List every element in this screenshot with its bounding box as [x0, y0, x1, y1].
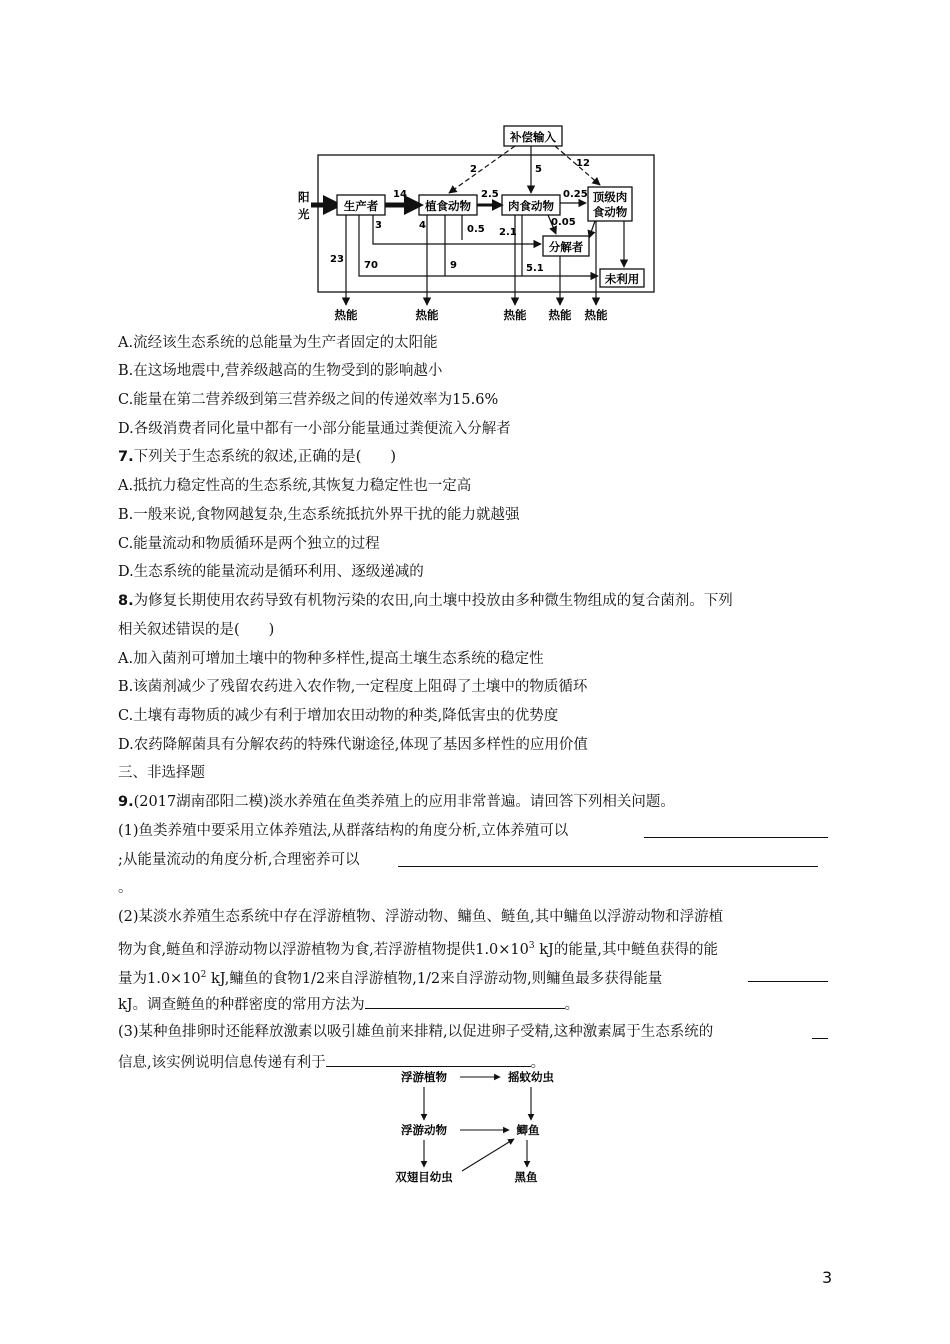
q6-option-b: B.在这场地震中,营养级越高的生物受到的影响越小 [118, 363, 443, 379]
heat-label-2: 热能 [415, 308, 439, 322]
unused-label: 未利用 [604, 272, 640, 286]
q8-option-a: A.加入菌剂可增加土壤中的物种多样性,提高土壤生态系统的稳定性 [118, 651, 544, 667]
q8-number: 8. [118, 593, 134, 609]
q7-option-d: D.生态系统的能量流动是循环利用、逐级递减的 [118, 564, 424, 580]
compensation-label: 补偿输入 [510, 130, 556, 144]
q9-part2-line4-a: kJ。调查鲢鱼的种群密度的常用方法为 [118, 997, 365, 1013]
q7-stem-text: 下列关于生态系统的叙述,正确的是( ) [133, 449, 397, 465]
zooplankton-label: 浮游动物 [401, 1123, 447, 1137]
num-23: 23 [330, 254, 344, 265]
q8-stem-line1 [118, 591, 733, 611]
diptera-larvae-label: 双翅目幼虫 [395, 1170, 453, 1184]
q7-stem [118, 447, 396, 467]
num-12: 12 [576, 158, 590, 169]
q9-part3-line2-a: 信息,该实例说明信息传递有利于 [118, 1055, 326, 1071]
q6-option-d: D.各级消费者同化量中都有一小部分能量通过粪便流入分解者 [118, 421, 511, 437]
num-0-5: 0.5 [467, 224, 485, 235]
phytoplankton-label: 浮游植物 [401, 1070, 447, 1084]
q9-part2-line2-a: 物为食,鲢鱼和浮游动物以浮游植物为食,若浮游植物提供1.0×10 [118, 941, 529, 958]
chironomid-larvae-label: 摇蚊幼虫 [508, 1070, 554, 1084]
top-carnivore-label-2: 食动物 [592, 205, 628, 219]
num-9: 9 [450, 260, 457, 271]
heat-label-4: 热能 [548, 308, 572, 322]
q9-part2-line2 [118, 936, 718, 960]
q7-option-c: C.能量流动和物质循环是两个独立的过程 [118, 536, 380, 552]
q8-option-d: D.农药降解菌具有分解农药的特殊代谢途径,体现了基因多样性的应用价值 [118, 737, 588, 753]
q7-number: 7. [118, 449, 134, 465]
num-2: 2 [470, 164, 477, 175]
q6-option-c: C.能量在第二营养级到第三营养级之间的传递效率为15.6% [118, 392, 499, 408]
snakehead-label: 黑鱼 [514, 1170, 538, 1184]
producer-label: 生产者 [343, 199, 379, 213]
q9-part2-line1: (2)某淡水养殖生态系统中存在浮游植物、浮游动物、鳙鱼、鲢鱼,其中鳙鱼以浮游动物和浮游植 [118, 909, 724, 925]
section-heading: 三、非选择题 [118, 765, 205, 781]
q9-part2-line4-b: 。 [564, 997, 580, 1013]
q9-part1-line2: ;从能量流动的角度分析,合理密养可以 [118, 852, 360, 868]
sunlight-label-2: 光 [298, 207, 310, 221]
num-70: 70 [364, 260, 378, 271]
herbivore-label: 植食动物 [425, 199, 471, 213]
q8-stem-text-1: 为修复长期使用农药导致有机物污染的农田,向土壤中投放由多种微生物组成的复合菌剂。下列 [133, 593, 733, 609]
num-0-05: 0.05 [551, 217, 576, 228]
q6-option-a: A.流经该生态系统的总能量为生产者固定的太阳能 [118, 335, 438, 351]
crucian-carp-label: 鲫鱼 [516, 1123, 540, 1137]
num-2-1: 2.1 [499, 227, 517, 238]
q9-part1-line1: (1)鱼类养殖中要采用立体养殖法,从群落结构的角度分析,立体养殖可以 [118, 823, 569, 839]
q9-blank-1[interactable] [644, 836, 828, 838]
q7-option-a: A.抵抗力稳定性高的生态系统,其恢复力稳定性也一定高 [118, 478, 472, 494]
q9-part2-line3-a: 量为1.0×10 [118, 970, 201, 987]
q8-stem-line2: 相关叙述错误的是( ) [118, 622, 275, 638]
food-web-diagram [0, 1065, 950, 1205]
q9-part3-line2-b: 。 [530, 1055, 546, 1071]
q9-part3-line1: (3)某种鱼排卵时还能释放激素以吸引雄鱼前来排精,以促进卵子受精,这种激素属于生态系统的 [118, 1024, 714, 1040]
sunlight-label-1: 阳 [298, 190, 310, 204]
num-5: 5 [535, 164, 542, 175]
carnivore-label: 肉食动物 [508, 199, 554, 213]
decomposer-label: 分解者 [548, 240, 584, 254]
num-14: 14 [393, 189, 407, 200]
q9-part2-line3-b: kJ,鳙鱼的食物1/2来自浮游植物,1/2来自浮游动物,则鳙鱼最多获得能量 [206, 970, 663, 987]
num-2-5: 2.5 [481, 189, 499, 200]
q9-blank-5[interactable] [812, 1037, 828, 1039]
q7-option-b: B.一般来说,食物网越复杂,生态系统抵抗外界干扰的能力就越强 [118, 507, 520, 523]
q8-option-b: B.该菌剂减少了残留农药进入农作物,一定程度上阻碍了土壤中的物质循环 [118, 679, 588, 695]
q9-blank-2[interactable] [398, 865, 818, 867]
q9-part2-exp2: 2 [200, 970, 207, 980]
heat-label-5: 热能 [584, 308, 608, 322]
num-4: 4 [419, 220, 426, 231]
q9-blank-3[interactable] [748, 980, 828, 982]
q9-blank-4[interactable] [365, 993, 565, 1009]
q9-part2-line3 [118, 965, 662, 989]
heat-label-3: 热能 [503, 308, 527, 322]
page-number: 3 [822, 1268, 833, 1287]
q9-part2-exp1: 3 [528, 941, 535, 951]
q9-stem [118, 792, 675, 812]
top-carnivore-label-1: 顶级肉 [592, 190, 628, 204]
num-0-25: 0.25 [563, 189, 588, 200]
heat-label-1: 热能 [334, 308, 358, 322]
q9-part2-line2-b: kJ的能量,其中鲢鱼获得的能 [534, 941, 718, 958]
num-5-1: 5.1 [526, 263, 544, 274]
q9-part2-line4 [118, 993, 579, 1015]
num-3: 3 [375, 220, 382, 231]
energy-flow-diagram [0, 0, 950, 330]
q9-number: 9. [118, 794, 134, 810]
q9-part1-line3: 。 [118, 880, 133, 896]
q9-stem-text: (2017湖南邵阳二模)淡水养殖在鱼类养殖上的应用非常普遍。请回答下列相关问题。 [133, 794, 675, 810]
q8-option-c: C.土壤有毒物质的减少有利于增加农田动物的种类,降低害虫的优势度 [118, 708, 559, 724]
